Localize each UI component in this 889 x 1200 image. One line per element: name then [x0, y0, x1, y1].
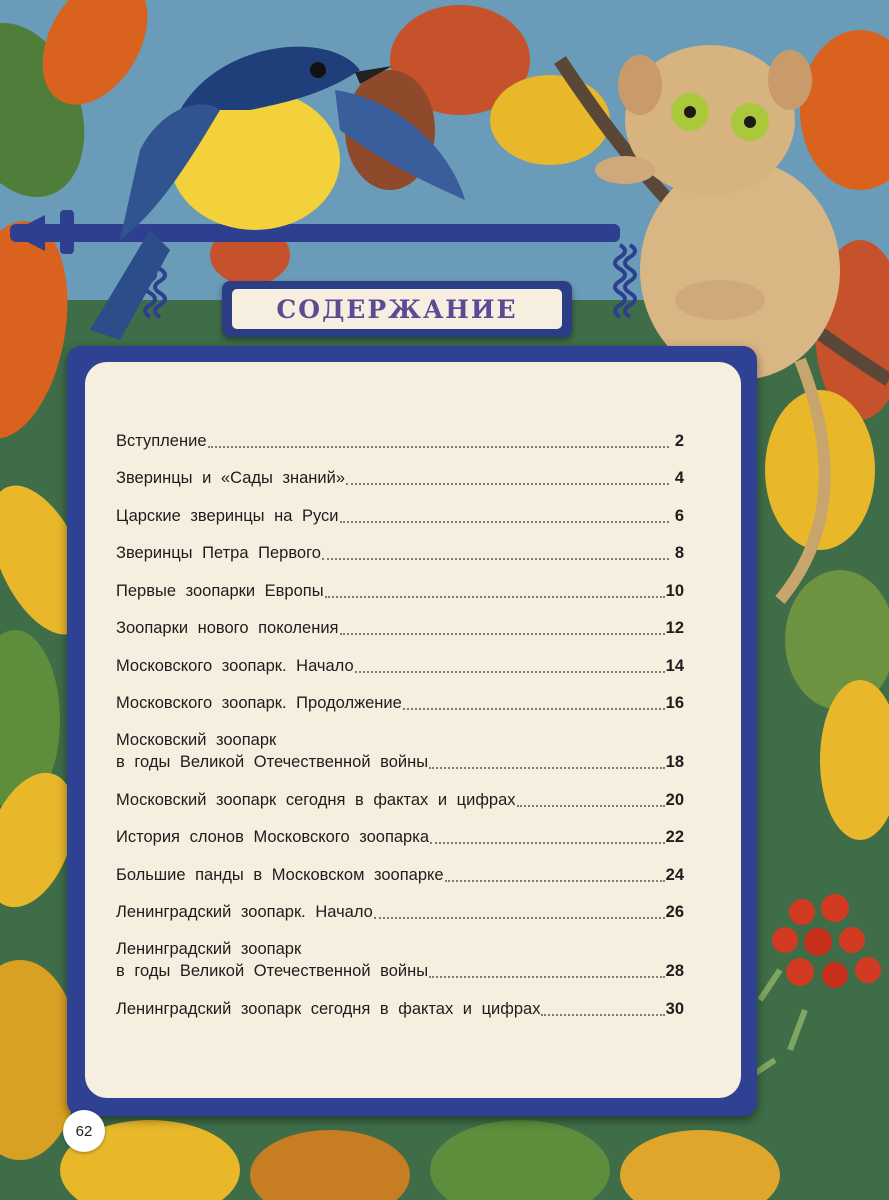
- title-panel: [232, 289, 562, 329]
- toc-entry-title: Ленинградский зоопарк сегодня в фактах и цифрах: [116, 999, 541, 1018]
- toc-entry[interactable]: [116, 982, 684, 1020]
- toc-entry-title: Зверинцы и «Сады знаний»: [116, 469, 346, 487]
- toc-entry-title: Московского зоопарк. Начало: [116, 656, 354, 675]
- page-title: СОДЕРЖАНИЕ: [276, 294, 518, 324]
- toc-dot-leader: [430, 842, 665, 844]
- toc-entry[interactable]: [116, 714, 684, 773]
- toc-entry[interactable]: [116, 639, 684, 677]
- toc-entry[interactable]: [116, 677, 684, 715]
- toc-dot-leader: [325, 596, 665, 598]
- toc-dot-leader: [374, 917, 665, 919]
- toc-entry-page: 28: [665, 962, 684, 980]
- toc-entry-title: Московский зоопарк в годы Великой Отечественной войны: [116, 731, 429, 771]
- toc-entry[interactable]: [116, 489, 684, 527]
- toc-entry-page: 6: [674, 506, 684, 525]
- toc-entry-title: Московского зоопарк. Продолжение: [116, 694, 402, 712]
- toc-entry-title: Ленинградский зоопарк в годы Великой Отечественной войны: [116, 940, 429, 980]
- toc-entry[interactable]: [116, 811, 684, 849]
- toc-dot-leader: [541, 1014, 664, 1016]
- toc-entry[interactable]: [116, 564, 684, 602]
- toc-dot-leader: [208, 446, 670, 448]
- toc-entry-title: Вступление: [116, 431, 207, 450]
- page-number-badge: [63, 1110, 105, 1152]
- toc-entry-title: Большие панды в Московском зоопарке: [116, 865, 444, 884]
- toc-entry-page: 8: [674, 544, 684, 562]
- toc-entry-page: 12: [665, 619, 684, 637]
- toc-entry-title: Царские зверинцы на Руси: [116, 506, 339, 525]
- toc-dot-leader: [340, 633, 665, 635]
- toc-entry-page: 26: [665, 903, 684, 921]
- toc-dot-leader: [403, 708, 665, 710]
- toc-entry[interactable]: [116, 452, 684, 490]
- toc-entry-page: 16: [665, 694, 684, 712]
- toc-entry-page: 18: [665, 753, 684, 771]
- toc-entry[interactable]: [116, 414, 684, 452]
- toc-dot-leader: [429, 767, 665, 769]
- toc-entry-page: 30: [665, 999, 684, 1018]
- toc-entry-title: Московский зоопарк сегодня в фактах и цифрах: [116, 790, 516, 809]
- toc-entry-page: 20: [665, 790, 684, 809]
- toc-entry[interactable]: [116, 848, 684, 886]
- page-number: 62: [75, 1122, 93, 1140]
- toc-dot-leader: [445, 880, 665, 882]
- toc-entry[interactable]: [116, 773, 684, 811]
- toc-entry-page: 2: [674, 431, 684, 450]
- toc-entry-page: 10: [665, 581, 684, 600]
- toc-entry[interactable]: [116, 602, 684, 640]
- toc-dot-leader: [429, 976, 665, 978]
- toc-entry-page: 24: [665, 865, 684, 884]
- toc-entry-title: Первые зоопарки Европы: [116, 581, 324, 600]
- toc-dot-leader: [517, 805, 665, 807]
- toc-entry-title: Зверинцы Петра Первого: [116, 544, 321, 562]
- toc-entry-page: 4: [674, 469, 684, 487]
- toc-dot-leader: [355, 671, 665, 673]
- toc-entry[interactable]: [116, 527, 684, 565]
- toc-dot-leader: [346, 483, 669, 485]
- toc-dot-leader: [322, 558, 669, 560]
- toc-entry[interactable]: [116, 923, 684, 982]
- toc-entry-title: Ленинградский зоопарк. Начало: [116, 903, 373, 921]
- toc-entry[interactable]: [116, 886, 684, 924]
- table-of-contents: [116, 414, 684, 1020]
- toc-entry-title: Зоопарки нового поколения: [116, 619, 339, 637]
- toc-entry-page: 14: [665, 656, 684, 675]
- toc-entry-title: История слонов Московского зоопарка: [116, 828, 429, 846]
- toc-entry-page: 22: [665, 828, 684, 846]
- title-sign: [222, 281, 572, 337]
- toc-dot-leader: [340, 521, 670, 523]
